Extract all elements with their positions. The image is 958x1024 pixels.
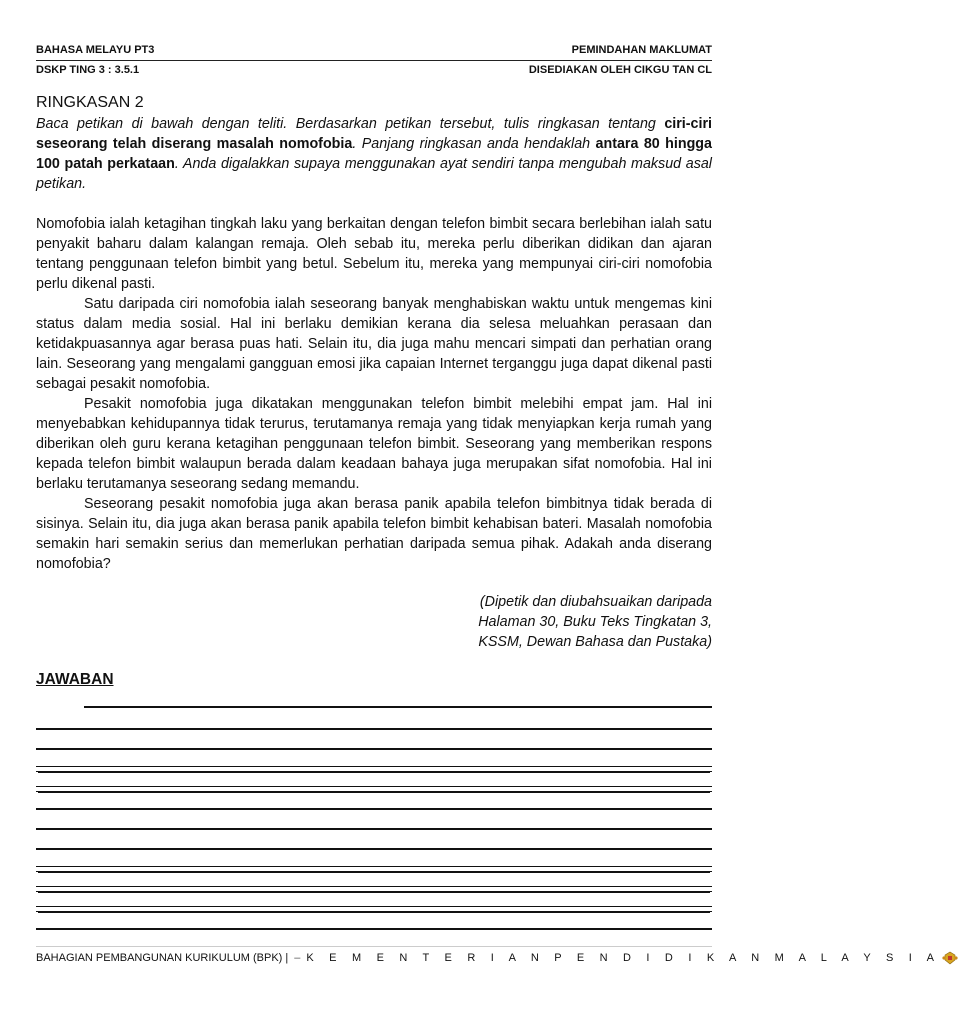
page-title: RINGKASAN 2 [36, 94, 144, 111]
topic-label: PEMINDAHAN MAKLUMAT [571, 44, 712, 56]
passage-paragraph: Nomofobia ialah ketagihan tingkah laku yang berkaitan dengan telefon bimbit secara berlebihan ialah satu penyakit baharu dalam kalangan remaja. Oleh sebab itu, mereka perlu diberikan didikan dan ajaran tentang penggunaan telefon bimbit yang betul. Sebelum itu, mereka yang mempunyai ciri-ciri nomofobia perlu dikenal pasti. [36, 216, 712, 292]
author-label: DISEDIAKAN OLEH CIKGU TAN CL [528, 64, 712, 76]
citation-line: (Dipetik dan diubahsuaikan daripada [479, 594, 712, 610]
instruction-bold-1: ciri-ciri seseorang telah diserang masalah nomofobia [36, 116, 712, 152]
answer-line[interactable] [36, 866, 712, 872]
citation-line: KSSM, Dewan Bahasa dan Pustaka) [478, 634, 712, 650]
answer-heading: JAWABAN [36, 671, 114, 688]
header-row-bottom [36, 62, 712, 79]
instructions [36, 114, 712, 194]
document-header [36, 42, 712, 79]
instruction-text-3: . Anda digalakkan supaya menggunakan ayat sendiri tanpa mengubah maksud asal petikan. [36, 156, 712, 192]
subject-label: BAHASA MELAYU PT3 [36, 44, 155, 56]
instruction-text-2: . Panjang ringkasan anda hendaklah [352, 136, 596, 152]
instruction-text-1: Baca petikan di bawah dengan teliti. Berdasarkan petikan tersebut, tulis ringkasan tentang [36, 116, 665, 132]
footer-ministry: K E M E N T E R I A N P E N D I D I K A N M A L A Y S I A [306, 952, 941, 964]
answer-line[interactable] [36, 766, 712, 772]
instruction-bold-2: antara 80 hingga 100 patah perkataan [36, 136, 712, 172]
passage-paragraph: Pesakit nomofobia juga dikatakan menggunakan telefon bimbit melebihi empat jam. Hal ini menyebabkan kehidupannya tidak terurus, terutamanya remaja yang tidak menyiapkan kerja rumah yang diberikan oleh guru kerana ketagihan penggunaan telefon bimbit. Seseorang yang memberikan respons kepada telefon bimbit walaupun berada dalam keadaan bahaya juga merupakan sifat nomofobia. Hal ini berlaku terutamanya seseorang sedang memandu. [36, 396, 712, 492]
malaysia-coat-of-arms-icon [942, 951, 958, 965]
answer-line[interactable] [36, 828, 712, 830]
answer-line[interactable] [84, 706, 712, 708]
source-citation [36, 592, 712, 652]
passage-paragraph: Seseorang pesakit nomofobia juga akan berasa panik apabila telefon bimbitnya tidak berada di sisinya. Selain itu, dia juga akan berasa panik apabila telefon bimbit kehabisan bateri. Masalah nomofobia semakin hari semakin serius dan memerlukan perhatian daripada semua pihak. Adakah anda diserang nomofobia? [36, 496, 712, 572]
answer-line[interactable] [36, 928, 712, 930]
answer-line[interactable] [36, 906, 712, 912]
answer-line[interactable] [36, 848, 712, 850]
citation-line: Halaman 30, Buku Teks Tingkatan 3, [478, 614, 712, 630]
answer-line[interactable] [36, 886, 712, 892]
header-divider [36, 60, 712, 61]
answer-line[interactable] [36, 808, 712, 810]
document-body [36, 92, 712, 690]
answer-line[interactable] [36, 748, 712, 750]
passage-paragraph: Satu daripada ciri nomofobia ialah seseorang banyak menghabiskan waktu untuk mengemas kini status dalam media sosial. Hal ini berlaku demikian kerana dia selesa meluahkan perasaan dan ketidakpuasannya agar berasa puas hati. Selain itu, dia juga mahu mencari simpati dan perhatian orang lain. Seseorang yang mengalami gangguan emosi jika capaian Internet terganggu juga dapat dikenal pasti sebagai pesakit nomofobia. [36, 296, 712, 392]
answer-line[interactable] [36, 786, 712, 792]
dskp-label: DSKP TING 3 : 3.5.1 [36, 64, 140, 76]
passage [36, 214, 712, 574]
footer-separator: – [294, 952, 301, 964]
header-row-top [36, 42, 712, 59]
answer-line[interactable] [36, 728, 712, 730]
footer-department: BAHAGIAN PEMBANGUNAN KURIKULUM (BPK) | [36, 952, 289, 964]
document-footer [36, 946, 941, 965]
